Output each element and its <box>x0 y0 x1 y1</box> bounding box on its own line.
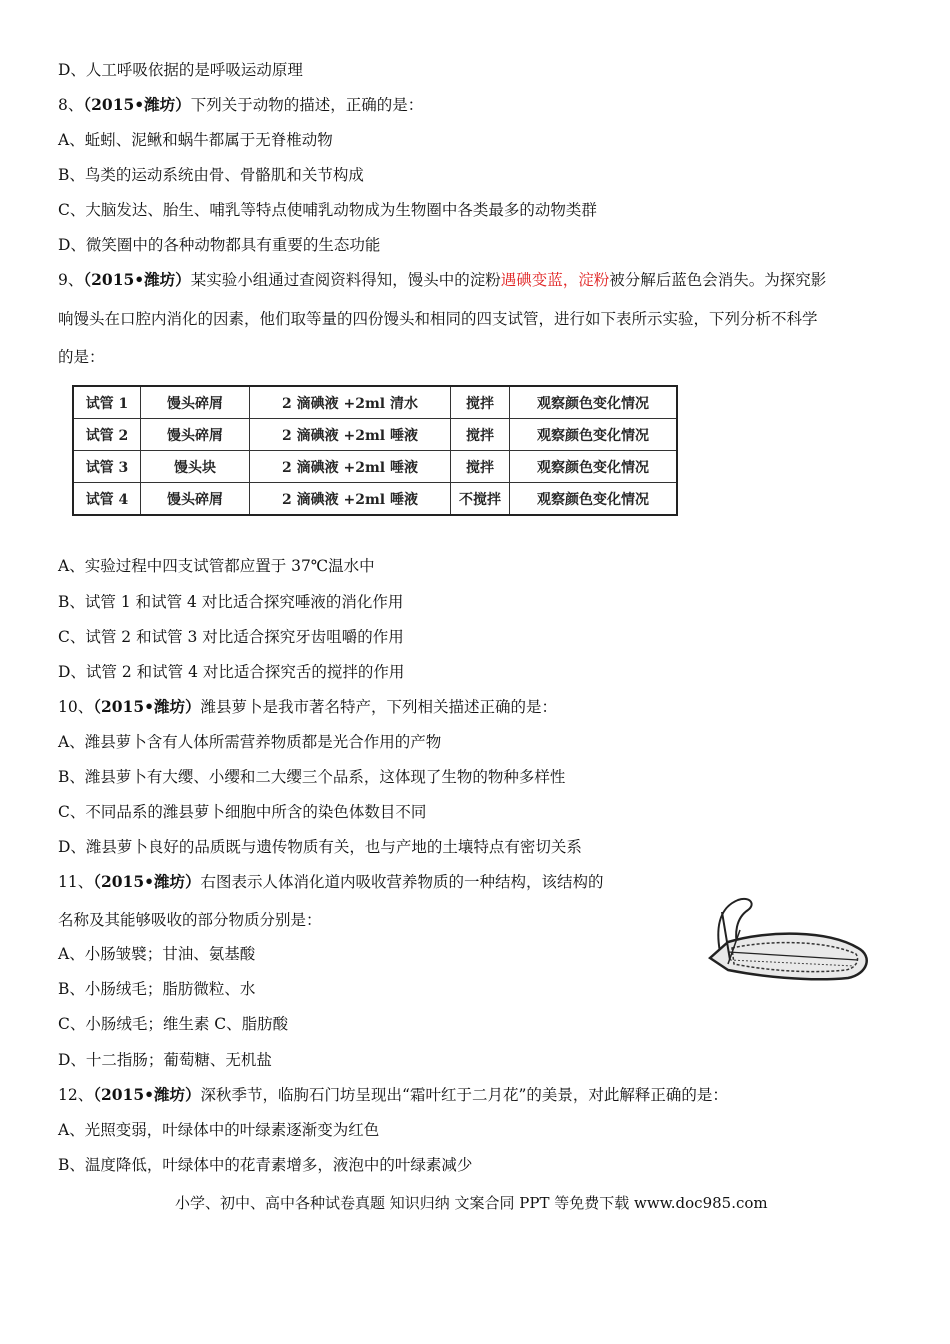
option-d: D、试管 2 和试管 4 对比适合探究舌的搅拌的作用 <box>58 663 405 681</box>
question-stem: 某实验小组通过查阅资料得知，馒头中的淀粉 <box>190 271 501 289</box>
question-source: （2015•潍坊） <box>93 697 201 716</box>
question-source: （2015•潍坊） <box>93 1085 201 1104</box>
table-cell: 2 滴碘液 +2ml 唾液 <box>250 483 451 516</box>
option-a: A、潍县萝卜含有人体所需营养物质都是光合作用的产物 <box>58 733 442 751</box>
table-row <box>73 451 677 483</box>
option-b: B、试管 1 和试管 4 对比适合探究唾液的消化作用 <box>58 593 404 611</box>
table-cell: 观察颜色变化情况 <box>510 451 678 483</box>
option-b: B、潍县萝卜有大缨、小缨和二大缨三个品系，这体现了生物的物种多样性 <box>58 768 566 786</box>
question-8 <box>58 95 423 115</box>
question-stem: 下列关于动物的描述，正确的是： <box>190 96 424 114</box>
question-9-line-3: 的是： <box>58 348 105 366</box>
option-c: C、小肠绒毛；维生素 C、脂肪酸 <box>58 1015 289 1033</box>
option-c: C、大脑发达、胎生、哺乳等特点使哺乳动物成为生物圈中各类最多的动物类群 <box>58 201 597 219</box>
table-cell: 试管 1 <box>73 386 141 419</box>
option-a <box>58 1085 728 1105</box>
question-number: 10、 <box>58 698 94 716</box>
question-9-line-2: 响馒头在口腔内消化的因素，他们取等量的四份馒头和相同的四支试管，进行如下表所示实验，下列分析不科学 <box>58 310 818 328</box>
page-footer: 小学、初中、高中各种试卷真题 知识归纳 文案合同 PPT 等免费下载 www.doc985.com <box>175 1194 768 1212</box>
option-b: B、小肠绒毛；脂肪微粒、水 <box>58 980 256 998</box>
table-cell: 观察颜色变化情况 <box>510 386 678 419</box>
option-a: A、蚯蚓、泥鳅和蜗牛都属于无脊椎动物 <box>58 131 333 149</box>
option-c: C、不同品系的潍县萝卜细胞中所含的染色体数目不同 <box>58 803 427 821</box>
table-cell: 2 滴碘液 +2ml 唾液 <box>250 451 451 483</box>
option-b: B、鸟类的运动系统由骨、骨骼肌和关节构成 <box>58 166 364 184</box>
table-cell: 搅拌 <box>451 386 510 419</box>
option-d: D、微笑圈中的各种动物都具有重要的生态功能 <box>58 236 381 254</box>
table-cell: 观察颜色变化情况 <box>510 483 678 516</box>
question-stem: 潍县萝卜是我市著名特产，下列相关描述正确的是： <box>200 698 558 716</box>
table-cell: 试管 2 <box>73 419 141 451</box>
table-cell: 搅拌 <box>451 451 510 483</box>
option-a: A、光照变弱，叶绿体中的叶绿素逐渐变为红色 <box>58 1121 380 1139</box>
question-11 <box>58 872 604 892</box>
table-cell: 2 滴碘液 +2ml 清水 <box>250 386 451 419</box>
question-number: 8、 <box>58 96 84 114</box>
question-number: 12、 <box>58 1086 94 1104</box>
table-cell: 试管 3 <box>73 451 141 483</box>
table-row <box>73 419 677 451</box>
question-number: 9、 <box>58 271 84 289</box>
option-c: C、试管 2 和试管 3 对比适合探究牙齿咀嚼的作用 <box>58 628 404 646</box>
question-9 <box>58 270 826 290</box>
option-d: D、十二指肠；葡萄糖、无机盐 <box>58 1051 272 1069</box>
question-stem: 深秋季节，临朐石门坊呈现出“霜叶红于二月花”的美景，对此解释正确的是： <box>200 1086 728 1104</box>
table-cell: 馒头碎屑 <box>141 483 250 516</box>
question-source: （2015•潍坊） <box>83 95 191 114</box>
question-source: （2015•潍坊） <box>83 270 191 289</box>
option-a: A、小肠皱襞；甘油、氨基酸 <box>58 945 256 963</box>
table-cell: 搅拌 <box>451 419 510 451</box>
question-number: 11、 <box>58 873 94 891</box>
question-11-line-2: 名称及其能够吸收的部分物质分别是： <box>58 911 322 929</box>
intestinal-villus-figure <box>708 890 873 990</box>
table-row <box>73 483 677 516</box>
option-d: D、潍县萝卜良好的品质既与遗传物质有关，也与产地的土壤特点有密切关系 <box>58 838 582 856</box>
question-stem-cont: 被分解后蓝色会消失。为探究影 <box>609 271 827 289</box>
table-cell: 2 滴碘液 +2ml 唾液 <box>250 419 451 451</box>
table-cell: 试管 4 <box>73 483 141 516</box>
table-cell: 观察颜色变化情况 <box>510 419 678 451</box>
highlighted-text: 遇碘变蓝，淀粉 <box>500 271 610 289</box>
option-b: B、温度降低，叶绿体中的花青素增多，液泡中的叶绿素减少 <box>58 1156 473 1174</box>
option-a: A、实验过程中四支试管都应置于 37℃温水中 <box>58 557 375 575</box>
question-source: （2015•潍坊） <box>93 872 201 891</box>
question-10 <box>58 697 557 717</box>
table-row <box>73 386 677 419</box>
table-cell: 馒头碎屑 <box>141 419 250 451</box>
table-cell: 馒头块 <box>141 451 250 483</box>
table-cell: 馒头碎屑 <box>141 386 250 419</box>
question-stem: 右图表示人体消化道内吸收营养物质的一种结构，该结构的 <box>200 873 604 891</box>
experiment-table <box>72 385 678 516</box>
table-cell: 不搅拌 <box>451 483 510 516</box>
line-q7-d: D、人工呼吸依据的是呼吸运动原理 <box>58 61 303 79</box>
